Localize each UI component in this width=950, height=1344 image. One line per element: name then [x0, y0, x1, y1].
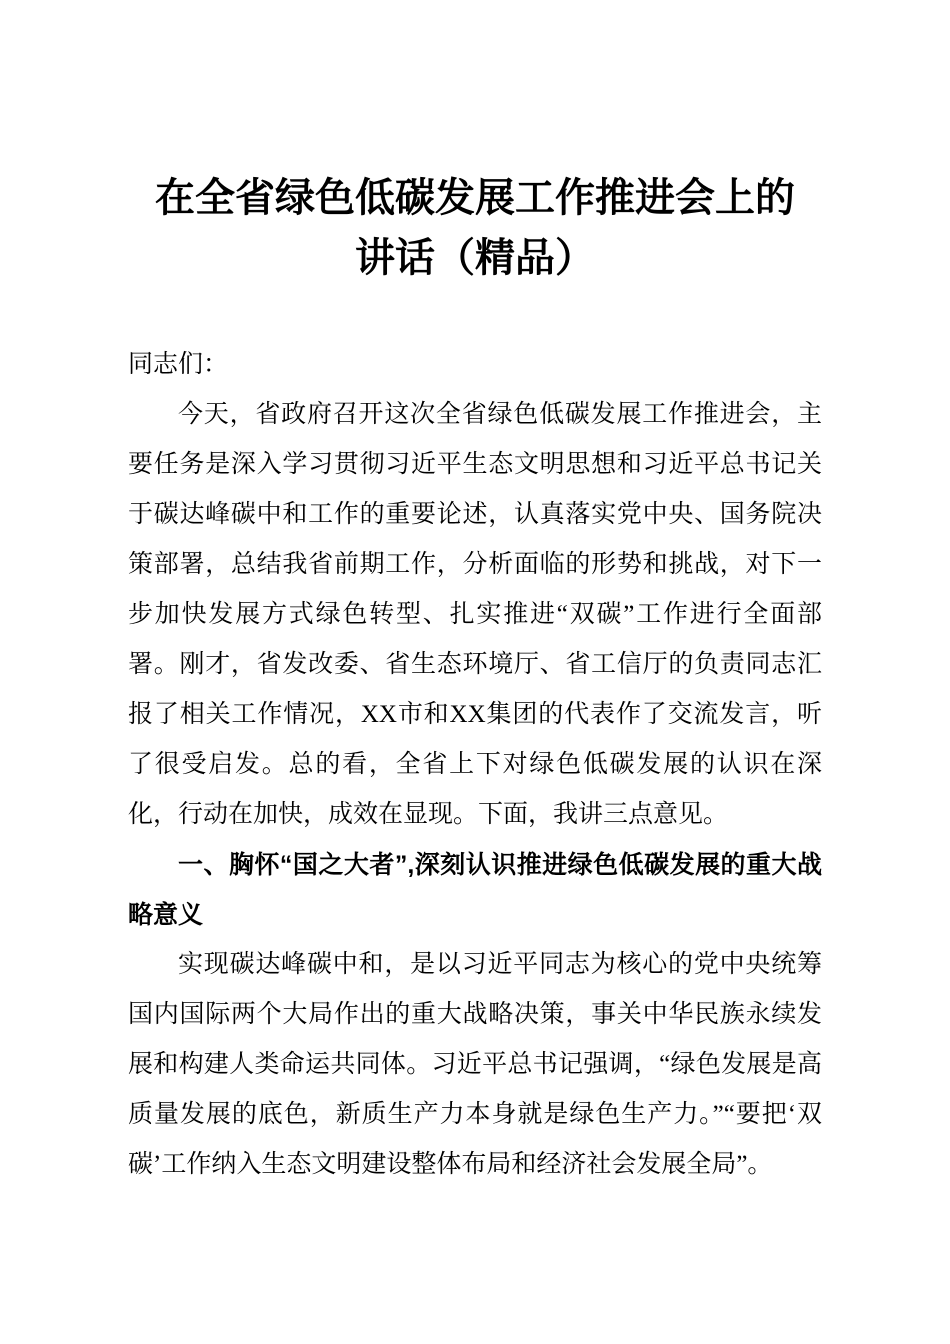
paragraph-2: 实现碳达峰碳中和，是以习近平同志为核心的党中央统筹国内国际两个大局作出的重大战略决策，事关中华民族永续发展和构建人类命运共同体。习近平总书记强调，“绿色发展是高质量发展的底色，新质生产力本身就是绿色生产力。”“要把‘双碳’工作纳入生态文明建设整体布局和经济社会发展全局”。: [128, 951, 822, 1178]
title-line-1: 在全省绿色低碳发展工作推进会上的: [155, 175, 795, 220]
paragraph-1: 今天，省政府召开这次全省绿色低碳发展工作推进会，主要任务是深入学习贯彻习近平生态文明思想和习近平总书记关于碳达峰碳中和工作的重要论述，认真落实党中央、国务院决策部署，总结我省前期工作，分析面临的形势和挑战，对下一步加快发展方式绿色转型、扎实推进“双碳”工作进行全面部署。刚才，省发改委、省生态环境厅、省工信厅的负责同志汇报了相关工作情况，XX市和XX集团的代表作了交流发言，听了很受启发。总的看，全省上下对绿色低碳发展的认识在深化，行动在加快，成效在显现。下面，我讲三点意见。: [128, 401, 822, 828]
document-title: [128, 168, 822, 288]
salutation: 同志们：: [128, 351, 229, 378]
section-heading-1: 一、胸怀“国之大者”,深刻认识推进绿色低碳发展的重大战略意义: [128, 851, 822, 929]
document-body: [128, 340, 822, 1190]
title-line-2: 讲话（精品）: [355, 235, 595, 280]
